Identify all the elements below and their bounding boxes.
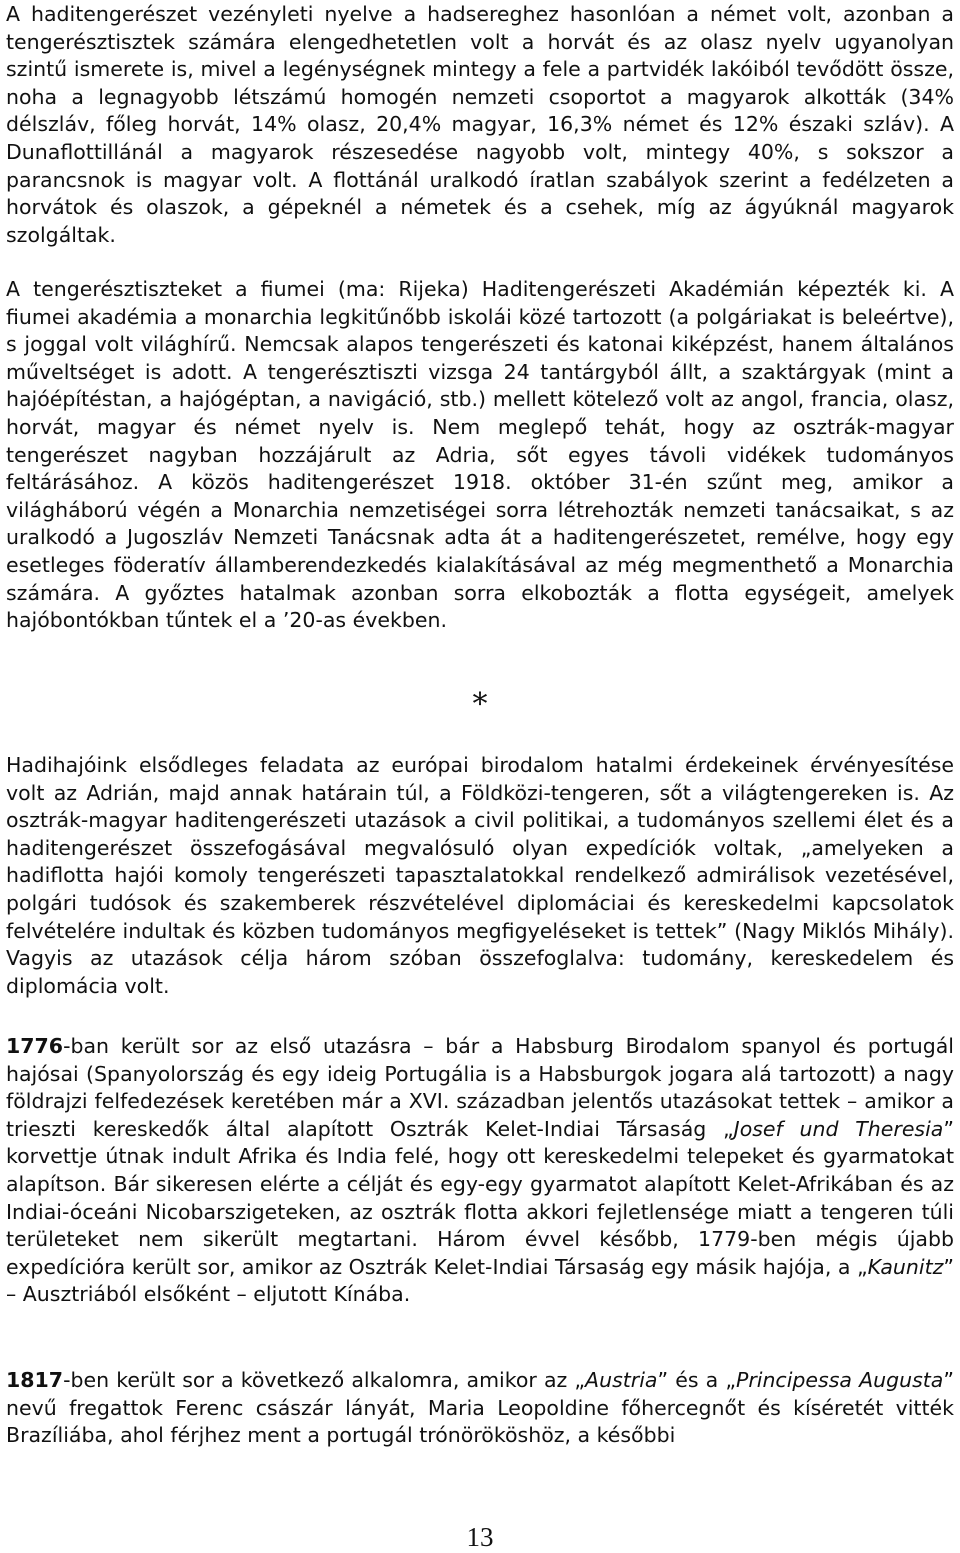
year-1817: 1817 bbox=[6, 1368, 64, 1392]
year-1776: 1776 bbox=[6, 1034, 64, 1058]
paragraph-1817-text-a: -ben került sor a következő alkalomra, amikor az „ bbox=[63, 1368, 586, 1392]
paragraph-1776 bbox=[6, 1033, 954, 1309]
paragraph-1817-text-b: ” és a „ bbox=[657, 1368, 736, 1392]
paragraph-1776-text-a: -ban került sor az első utazásra – bár a Habsburg Birodalom spanyol és portugál hajósai (Spanyolország és egy ideig Portugália is a Habsburgok jogara alá tartozott) a nagy földrajzi felfedezések keretében már a XVI. században jelentős utazásokat tettek – amikor a trieszti kereskedők által alapított Osztrák Kelet-Indiai Társaság „ bbox=[6, 1034, 954, 1141]
ship-name-josef-und-theresia: Josef und Theresia bbox=[733, 1116, 944, 1141]
paragraph-1776-text-b: ” korvettje útnak indult Afrika és India felé, hogy ott kereskedelmi telepeket és gyarmatokat alapítson. Bár sikeresen elérte a célját és egy-egy gyarmatot alapított Kelet-Afrikában és az Indiai-óceáni Nicobarszigeteken, az osztrák flotta akkori fejletlensége miatt a tengeren túli területeket nem sikerült megtartani. Három évvel később, 1779-ben mégis újabb expedícióra került sor, amikor az Osztrák Kelet-Indiai Társaság egy másik hajója, a „ bbox=[6, 1116, 954, 1279]
paragraph-expeditions: Hadihajóink elsődleges feladata az európai birodalom hatalmi érdekeinek érvényesítése volt az Adrián, majd annak határain túl, a Földközi-tengeren, sőt a világtengereken is. Az osztrák-magyar haditengerészeti utazások a civil politikai, a tudományos szellemi élet és a haditengerészet összefogásával megvalósuló olyan expedíciók voltak, „amelyeken a hadiflotta hajói komoly tengerészeti tapasztalatokkal rendelkező admirálisok vezetésével, polgári tudósok és szakemberek részvételével diplomáciai és kereskedelmi kapcsolatok felvételére indultak és közben tudományos megfigyeléseket is tettek” (Nagy Miklós Mihály). Vagyis az utazások célja három szóban összefoglalva: tudomány, kereskedelem és diplomácia volt. bbox=[6, 753, 954, 998]
ship-name-austria: Austria bbox=[585, 1368, 658, 1392]
ship-name-kaunitz: Kaunitz bbox=[867, 1254, 944, 1279]
page-number: 13 bbox=[466, 1522, 494, 1552]
paragraph-1817 bbox=[6, 1367, 954, 1450]
section-separator: * bbox=[472, 687, 488, 722]
ship-name-principessa-augusta: Principessa Augusta bbox=[735, 1368, 944, 1392]
paragraph-1817-text-c: ” nevű fregattok Ferenc császár lányát, Maria Leopoldine főhercegnőt és kíséretét vitték Brazíliába, ahol férjhez ment a portugál trónörököshöz, a későbbi bbox=[6, 1368, 954, 1448]
paragraph-academy: A tengerésztiszteket a fiumei (ma: Rijeka) Haditengerészeti Akadémián képezték ki. A fiumei akadémia a monarchia legkitűnőbb iskolái közé tartozott (a polgáriakat is beleértve), s joggal volt világhírű. Nemcsak alapos tengerészeti és katonai kiképzést, hanem általános műveltséget is adott. A tengerésztiszti vizsga 24 tantárgyból állt, a szaktárgyak (mint a hajóépítéstan, a hajógéptan, a navigáció, stb.) mellett kötelező volt az angol, francia, olasz, horvát, magyar és német nyelv is. Nem meglepő tehát, hogy az osztrák-magyar tengerészet nagyban hozzájárult az Adria, sőt egyes távoli vidékek tudományos feltárásához. A közös haditengerészet 1918. október 31-én szűnt meg, amikor a világháború végén a Monarchia nemzetiségei sorra létrehozták nemzeti tanácsaikat, s az uralkodó a Jugoszláv Nemzeti Tanácsnak adta át a haditengerészetet, remélve, hogy egy esetleges föderatív államberendezkedés kialakításával az még megmenthető a Monarchia számára. A győztes hatalmak azonban sorra elkobozták a flotta egységeit, amelyek hajóbontókban tűntek el a ’20-as években. bbox=[6, 277, 954, 633]
paragraph-1776-text-c: ” – Ausztriából elsőként – eljutott Kínába. bbox=[6, 1254, 954, 1307]
paragraph-language: A haditengerészet vezényleti nyelve a hadsereghez hasonlóan a német volt, azonban a tengerésztisztek számára elengedhetetlen volt a horvát és az olasz nyelv ugyanolyan szintű ismerete is, mivel a legénységnek mintegy a fele a partvidék lakóiból tevődött össze, noha a legnagyobb létszámú homogén nemzeti csoportot a magyarok alkották (34% délszláv, főleg horvát, 14% olasz, 20,4% magyar, 16,3% német és 12% északi szláv). A Dunaflottillánál a magyarok részesedése nagyobb volt, mintegy 40%, s sokszor a parancsnok is magyar volt. A flottánál uralkodó íratlan szabályok szerint a fedélzeten a horvátok és olaszok, a gépeknél a németek és a csehek, míg az ágyúknál magyarok szolgáltak. bbox=[6, 2, 954, 247]
